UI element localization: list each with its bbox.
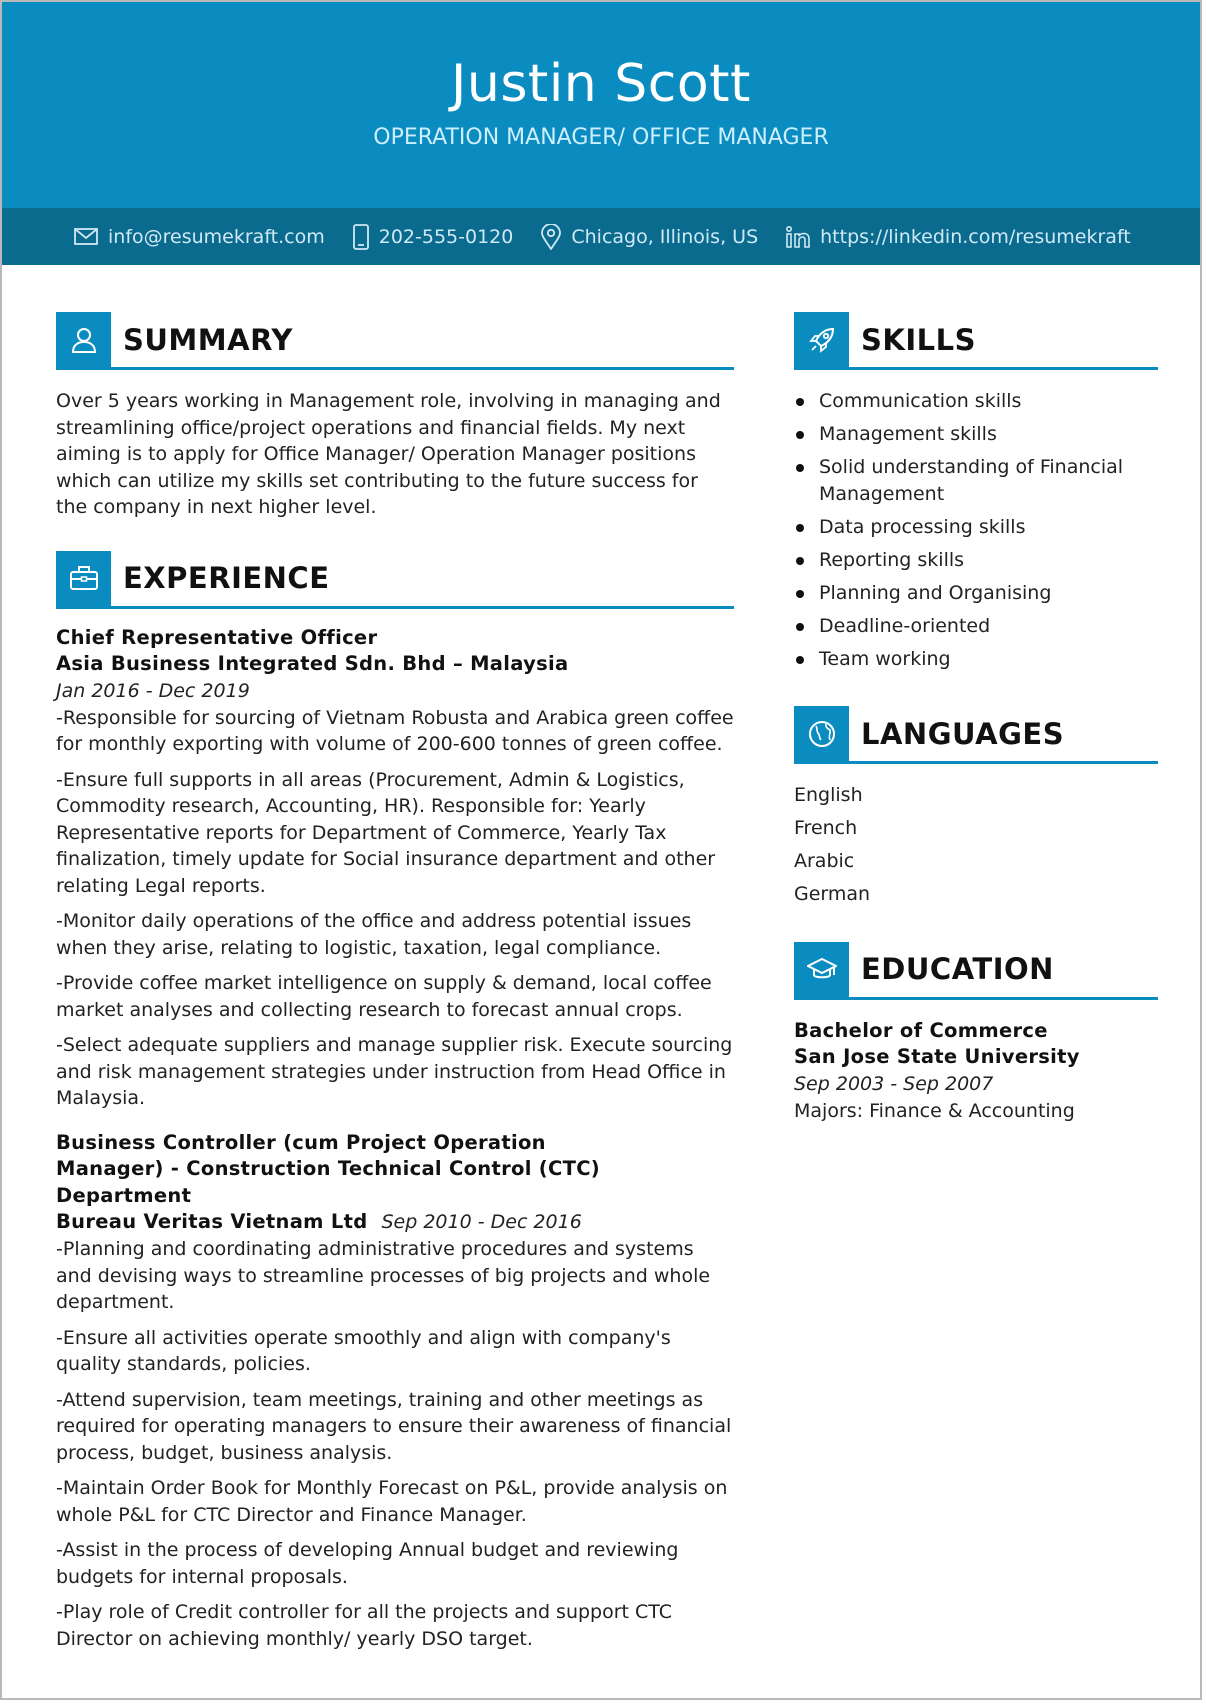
- language-item: German: [794, 883, 871, 905]
- education-majors: Majors: Finance & Accounting: [794, 1099, 1075, 1122]
- graduation-cap-icon: [794, 942, 849, 997]
- skill-item: Planning and Organising: [794, 580, 1158, 607]
- education-school: San Jose State University: [794, 1045, 1080, 1068]
- language-item: French: [794, 817, 858, 839]
- job-role: Business Controller (cum Project Operation Manager) - Construction Technical Control (CTC) Department: [56, 1130, 601, 1207]
- job-dates: Sep 2010 - Dec 2016: [381, 1211, 582, 1233]
- contact-location: [541, 224, 758, 250]
- education-heading: [794, 942, 1158, 1000]
- contact-phone-text: 202-555-0120: [378, 225, 514, 248]
- languages-heading: [794, 706, 1158, 764]
- contact-email[interactable]: [74, 226, 325, 248]
- candidate-title: OPERATION MANAGER/ OFFICE MANAGER: [373, 125, 829, 150]
- skills-title: SKILLS: [861, 322, 976, 357]
- skill-item: Reporting skills: [794, 547, 1158, 574]
- education-dates: Sep 2003 - Sep 2007: [794, 1072, 994, 1095]
- job-entry: [56, 1130, 734, 1653]
- skill-item: Solid understanding of Financial Management: [794, 454, 1158, 507]
- job-bullet: -Select adequate suppliers and manage supplier risk. Execute sourcing and risk management strategies under instruction from Head Office in Malaysia.: [56, 1034, 733, 1109]
- skill-item: Team working: [794, 646, 1158, 673]
- envelope-icon: [74, 228, 98, 245]
- experience-title: EXPERIENCE: [123, 561, 330, 595]
- user-icon: [56, 312, 111, 367]
- skills-heading: [794, 312, 1158, 370]
- language-item: Arabic: [794, 850, 855, 872]
- skill-item: Data processing skills: [794, 514, 1158, 541]
- experience-heading: [56, 551, 734, 609]
- summary-heading: [56, 312, 734, 370]
- education-entry: [794, 1018, 1158, 1125]
- contact-linkedin[interactable]: [786, 226, 1131, 248]
- education-degree: Bachelor of Commerce: [794, 1018, 1048, 1042]
- skill-item: Deadline-oriented: [794, 613, 1158, 640]
- summary-title: SUMMARY: [123, 322, 293, 357]
- phone-icon: [353, 224, 369, 250]
- summary-text: Over 5 years working in Management role, involving in managing and streamlining office/project operations and financial fields. My next aiming is to apply for Office Manager/ Operation Manager positions which can utilize my skills set contributing to the future success for the company in next higher level.: [56, 390, 721, 518]
- skills-list: [794, 388, 1158, 672]
- resume-header: [2, 2, 1200, 208]
- skill-item: Management skills: [794, 421, 1158, 448]
- job-bullet: -Responsible for sourcing of Vietnam Robusta and Arabica green coffee for monthly exporting with volume of 200-600 tonnes of green coffee.: [56, 706, 734, 755]
- job-bullet: -Play role of Credit controller for all the projects and support CTC Director on achieving monthly/ yearly DSO target.: [56, 1601, 673, 1650]
- candidate-name: Justin Scott: [451, 54, 751, 114]
- languages-title: LANGUAGES: [861, 716, 1065, 751]
- job-dates: Jan 2016 - Dec 2019: [56, 679, 250, 702]
- job-entry: [56, 625, 734, 1112]
- job-role: Chief Representative Officer: [56, 625, 378, 649]
- skill-item: Communication skills: [794, 388, 1158, 415]
- contact-email-text: info@resumekraft.com: [108, 225, 325, 248]
- job-company: Asia Business Integrated Sdn. Bhd – Malaysia: [56, 652, 569, 675]
- job-company-row: [56, 1209, 734, 1236]
- job-bullet: -Assist in the process of developing Annual budget and reviewing budgets for internal proposals.: [56, 1539, 679, 1588]
- job-bullet: -Ensure full supports in all areas (Procurement, Admin & Logistics, Commodity research, Accounting, HR). Responsible for: Yearly Representative reports for Department of Commerce, Yearly Tax finalization, timely update for Social insurance department and other relating Legal reports.: [56, 768, 716, 897]
- briefcase-icon: [56, 551, 111, 606]
- job-bullet: -Monitor daily operations of the office and address potential issues when they arise, relating to logistic, taxation, legal compliance.: [56, 910, 692, 959]
- left-column: [56, 312, 734, 1661]
- contact-phone[interactable]: [353, 224, 514, 250]
- rocket-icon: [794, 312, 849, 367]
- globe-icon: [794, 706, 849, 761]
- languages-list: [794, 782, 1158, 908]
- contact-bar: [2, 208, 1200, 265]
- job-bullet: -Ensure all activities operate smoothly and align with company's quality standards, policies.: [56, 1326, 671, 1375]
- job-company: Bureau Veritas Vietnam Ltd: [56, 1210, 368, 1233]
- job-bullet: -Maintain Order Book for Monthly Forecast on P&L, provide analysis on whole P&L for CTC Director and Finance Manager.: [56, 1477, 728, 1526]
- job-bullet: -Planning and coordinating administrative procedures and systems and devising ways to streamline processes of big projects and whole department.: [56, 1238, 711, 1313]
- education-title: EDUCATION: [861, 952, 1054, 986]
- language-item: English: [794, 784, 863, 806]
- right-column: [794, 312, 1158, 1124]
- map-pin-icon: [541, 224, 561, 250]
- linkedin-icon: [786, 226, 810, 248]
- job-bullet: -Provide coffee market intelligence on supply & demand, local coffee market analyses and collecting research to forecast annual crops.: [56, 972, 712, 1021]
- contact-location-text: Chicago, Illinois, US: [571, 225, 759, 248]
- job-bullet: -Attend supervision, team meetings, training and other meetings as required for operating managers to ensure their awareness of financial process, budget, business analysis.: [56, 1388, 732, 1464]
- contact-linkedin-text: https://linkedin.com/resumekraft: [820, 225, 1131, 248]
